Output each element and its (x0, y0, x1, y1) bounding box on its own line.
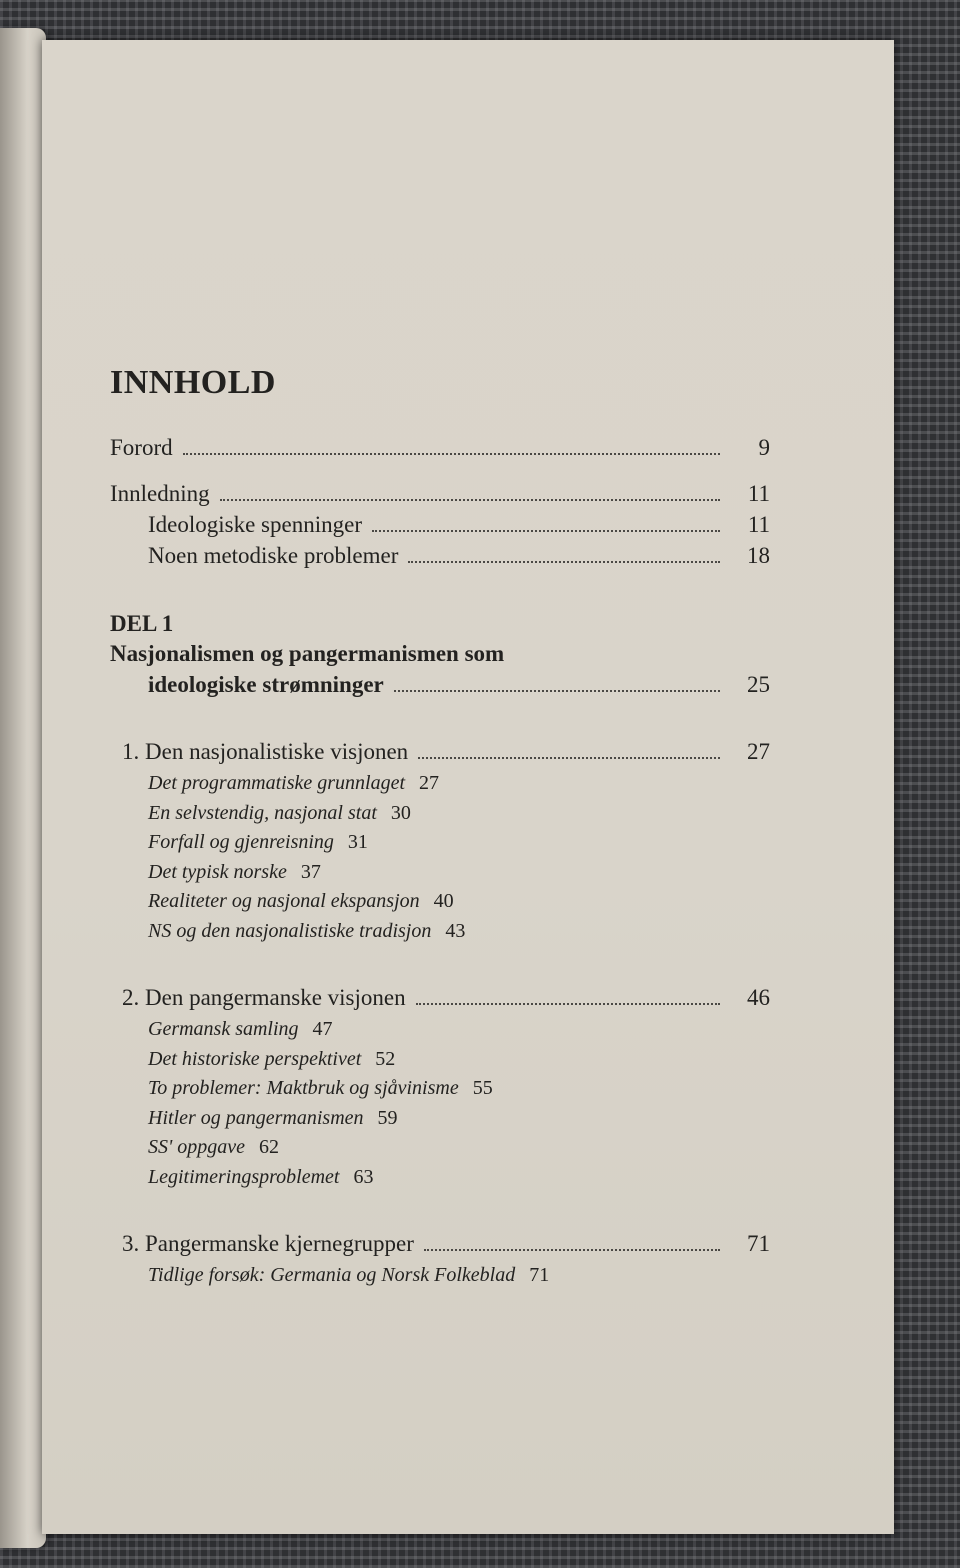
table-of-contents (110, 364, 770, 1291)
entry-label: Forord (110, 435, 173, 460)
entry-page: 9 (758, 435, 770, 460)
toc-entry-forord (110, 432, 770, 463)
section-label: NS og den nasjonalistiske tradisjon (148, 919, 432, 942)
book-page (42, 40, 894, 1534)
toc-entry-innledning (110, 478, 770, 509)
section-entry (148, 1261, 770, 1291)
entry-label: Innledning (110, 481, 210, 506)
chapter-2 (110, 982, 770, 1192)
entry-page: 71 (747, 1231, 770, 1256)
section-label: Forfall og gjenreisning (148, 831, 334, 853)
section-label: Realiteter og nasjonal ekspansjon (148, 890, 420, 912)
section-page: 55 (472, 1077, 493, 1099)
section-entry (148, 1045, 770, 1075)
entry-page: 25 (747, 672, 770, 697)
section-entry (148, 1104, 770, 1134)
section-list (110, 769, 770, 946)
section-page: 59 (377, 1106, 398, 1129)
section-entry (148, 828, 770, 858)
dot-leader (418, 757, 720, 759)
section-label: Germansk samling (148, 1018, 299, 1040)
section-page: 47 (312, 1018, 333, 1040)
section-label: SS' oppgave (148, 1136, 246, 1158)
section-page: 37 (300, 860, 321, 883)
dot-leader (408, 561, 720, 563)
section-entry (148, 1133, 770, 1163)
section-label: Legitimeringsproblemet (148, 1165, 340, 1188)
entry-label: Noen metodiske problemer (148, 543, 399, 568)
section-label: En selvstendig, nasjonal stat (148, 801, 377, 824)
section-list (110, 1015, 770, 1192)
dot-leader (424, 1249, 720, 1251)
section-page: 52 (375, 1047, 396, 1070)
section-entry (148, 1015, 770, 1045)
section-entry (148, 917, 770, 947)
section-entry (148, 1163, 770, 1193)
entry-label: 1. Den nasjonalistiske visjonen (122, 739, 409, 764)
section-page: 27 (419, 772, 440, 794)
toc-entry-metodiske-problemer (110, 540, 770, 571)
part-title-line1: Nasjonalismen og pangermanismen som (110, 641, 505, 666)
toc-title: INNHOLD (110, 364, 276, 401)
section-label: Det typisk norske (148, 860, 287, 883)
section-entry (148, 887, 770, 917)
section-page: 63 (353, 1165, 374, 1188)
dot-leader (372, 530, 720, 532)
section-page: 31 (347, 831, 368, 853)
part-title-line2 (110, 669, 770, 700)
chapter-3 (110, 1228, 770, 1291)
dot-leader (416, 1003, 720, 1005)
entry-label: Ideologiske spenninger (148, 512, 362, 537)
chapter-1 (110, 736, 770, 946)
dot-leader (183, 453, 720, 455)
dot-leader (394, 690, 720, 692)
chapter-heading (110, 1228, 770, 1259)
section-label: Tidlige forsøk: Germania og Norsk Folkeblad (148, 1264, 516, 1286)
section-entry (148, 858, 770, 888)
chapter-heading (110, 982, 770, 1013)
section-page: 40 (433, 890, 454, 912)
section-page: 30 (390, 801, 411, 824)
toc-entry-ideologiske-spenninger (110, 509, 770, 540)
section-list (110, 1261, 770, 1291)
section-page: 71 (529, 1264, 550, 1286)
entry-page: 46 (747, 985, 770, 1010)
section-entry (148, 799, 770, 829)
section-label: To problemer: Maktbruk og sjåvinisme (148, 1077, 459, 1099)
entry-label: 2. Den pangermanske visjonen (122, 985, 406, 1010)
section-label: Det historiske perspektivet (148, 1047, 362, 1070)
entry-page: 18 (747, 543, 770, 568)
dot-leader (220, 499, 720, 501)
section-page: 62 (259, 1136, 280, 1158)
entry-page: 27 (747, 739, 770, 764)
chapter-heading (110, 736, 770, 767)
entry-label: 3. Pangermanske kjernegrupper (122, 1231, 414, 1256)
section-page: 43 (445, 919, 466, 942)
section-label: Hitler og pangermanismen (148, 1106, 364, 1129)
entry-page: 11 (747, 512, 770, 537)
left-page-edge (0, 28, 46, 1548)
section-entry (148, 769, 770, 799)
entry-page: 11 (747, 481, 770, 506)
section-entry (148, 1074, 770, 1104)
entry-label: ideologiske strømninger (148, 672, 384, 697)
part-label: DEL 1 (110, 611, 174, 636)
section-label: Det programmatiske grunnlaget (148, 772, 406, 794)
